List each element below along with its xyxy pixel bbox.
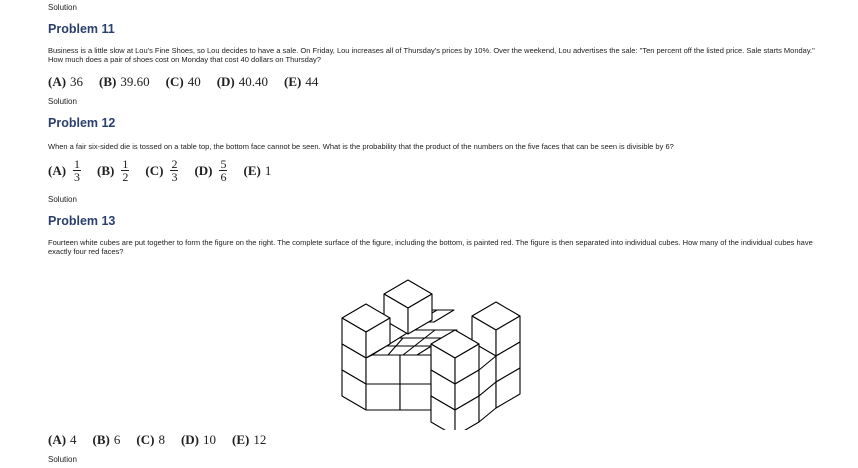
choice-c: (C) 40 — [165, 74, 201, 89]
fraction: $\frac{5}{6}$ — [220, 157, 227, 184]
solution-link-prev[interactable]: Solution — [48, 3, 77, 12]
choice-e: (E) 1 — [243, 162, 272, 178]
problem-11-text: Business is a little slow at Lou's Fine Shoes, so Lou decides to have a sale. On Friday, Lou increases all of Thursday's prices by 10%. Over the weekend, Lou advertises the sale: "Ten percent off the listed price. Sale starts Monday." How much does a pair of shoes cost on Monday that cost 40 dollars on Thursday? — [48, 46, 815, 64]
fraction: $\frac{1}{2}$ — [122, 157, 129, 184]
choice-a: (A) 4 — [48, 432, 77, 447]
problem-12-text: When a fair six-sided die is tossed on a table top, the bottom face cannot be seen. What is the probability that the product of the numbers on the five faces that can be seen is divisible by 6? — [48, 142, 674, 151]
choice-e: (E) 44 — [283, 74, 319, 89]
problem-11-solution-link[interactable]: Solution — [48, 97, 77, 106]
choice-a: (A) 36 — [48, 74, 84, 89]
choice-d: (D) 10 — [180, 432, 216, 447]
problem-11-choices — [48, 74, 334, 90]
choice-c: (C) 8 — [136, 432, 165, 447]
problem-11-title: Problem 11 — [48, 22, 115, 36]
problem-12-title: Problem 12 — [48, 116, 116, 130]
fraction: $\frac{1}{3}$ — [74, 157, 81, 184]
problem-12-choices — [48, 158, 287, 183]
problem-13-title: Problem 13 — [48, 214, 116, 228]
choice-d: (D) $\frac{5}{6}$ — [194, 157, 227, 184]
cube-figure — [300, 260, 560, 430]
choice-e: (E) 12 — [231, 432, 267, 447]
choice-b: (B) 6 — [92, 432, 121, 447]
choice-b: (B) 39.60 — [99, 74, 150, 89]
choice-a: (A) $\frac{1}{3}$ — [48, 157, 81, 184]
choice-d: (D) 40.40 — [216, 74, 268, 89]
fraction: $\frac{2}{3}$ — [171, 157, 178, 184]
problem-13-choices — [48, 432, 282, 448]
problem-13-solution-link[interactable]: Solution — [48, 455, 77, 464]
choice-b: (B) $\frac{1}{2}$ — [97, 157, 129, 184]
problem-12-solution-link[interactable]: Solution — [48, 195, 77, 204]
problem-13-text: Fourteen white cubes are put together to form the figure on the right. The complete surface of the figure, including the bottom, is painted red. The figure is then separated into individual cubes. How many of the individual cubes have exactly four red faces? — [48, 238, 813, 256]
choice-c: (C) $\frac{2}{3}$ — [145, 157, 178, 184]
